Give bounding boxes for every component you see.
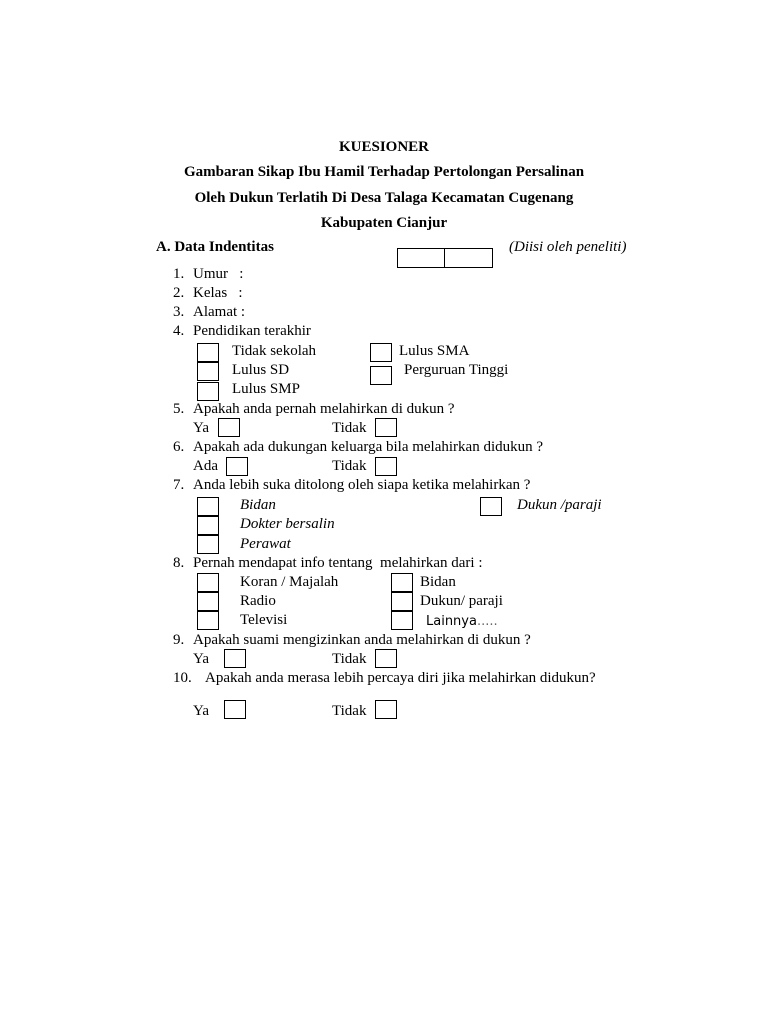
- q7-checkbox-dukun-paraji[interactable]: [480, 497, 502, 516]
- q4-checkbox-lulus-smp[interactable]: [197, 382, 219, 401]
- section-a-heading: A. Data Indentitas: [156, 239, 274, 255]
- q8-checkbox-televisi[interactable]: [197, 611, 219, 630]
- q4-option-perguruan-tinggi: Perguruan Tinggi: [404, 362, 509, 378]
- q9-no-label: Tidak: [332, 651, 367, 667]
- q4-number: 4.: [173, 323, 185, 339]
- q6-yes-label: Ada: [193, 458, 218, 474]
- q6-yes-checkbox[interactable]: [226, 457, 248, 476]
- q4-checkbox-tidak-sekolah[interactable]: [197, 343, 219, 362]
- q5-no-checkbox[interactable]: [375, 418, 397, 437]
- page-title: KUESIONER: [338, 139, 430, 155]
- q7-checkbox-perawat[interactable]: [197, 535, 219, 554]
- q7-option-bidan: Bidan: [240, 497, 276, 513]
- q10-label: Apakah anda merasa lebih percaya diri jika melahirkan didukun?: [205, 670, 596, 686]
- q4-option-lulus-sma: Lulus SMA: [399, 343, 470, 359]
- q10-yes-checkbox[interactable]: [224, 700, 246, 719]
- q4-checkbox-lulus-sma[interactable]: [370, 343, 392, 362]
- q10-no-checkbox[interactable]: [375, 700, 397, 719]
- researcher-code-box-right[interactable]: [444, 248, 493, 268]
- q8-option-lainnya: [426, 613, 498, 631]
- page-subtitle-1: Gambaran Sikap Ibu Hamil Terhadap Pertolongan Persalinan: [183, 164, 585, 180]
- q5-no-label: Tidak: [332, 420, 367, 436]
- q9-no-checkbox[interactable]: [375, 649, 397, 668]
- researcher-note: (Diisi oleh peneliti): [509, 239, 627, 255]
- q3-number: 3.: [173, 304, 185, 320]
- q6-no-checkbox[interactable]: [375, 457, 397, 476]
- q10-no-label: Tidak: [332, 703, 367, 719]
- q6-label: Apakah ada dukungan keluarga bila melahirkan didukun ?: [193, 439, 544, 455]
- q8-checkbox-lainnya[interactable]: [391, 611, 413, 630]
- q2-number: 2.: [173, 285, 185, 301]
- q4-checkbox-lulus-sd[interactable]: [197, 362, 219, 381]
- q7-option-perawat: Perawat: [240, 536, 291, 552]
- q4-option-lulus-smp: Lulus SMP: [232, 381, 300, 397]
- page-subtitle-3: Kabupaten Cianjur: [320, 215, 448, 231]
- q8-number: 8.: [173, 555, 185, 571]
- q8-label: Pernah mendapat info tentang melahirkan dari :: [193, 555, 483, 571]
- q10-number: 10.: [173, 670, 192, 686]
- q8-option-televisi: Televisi: [240, 612, 288, 628]
- q6-number: 6.: [173, 439, 185, 455]
- q4-label: Pendidikan terakhir: [193, 323, 311, 339]
- q8-option-lainnya-label: Lainnya: [426, 614, 477, 629]
- q5-yes-label: Ya: [193, 420, 209, 436]
- q8-option-bidan: Bidan: [420, 574, 456, 590]
- q3-label: Alamat :: [193, 304, 246, 320]
- q1-number: 1.: [173, 266, 185, 282]
- q5-number: 5.: [173, 401, 185, 417]
- q4-checkbox-perguruan-tinggi[interactable]: [370, 366, 392, 385]
- q9-yes-label: Ya: [193, 651, 209, 667]
- q8-option-koran-majalah: Koran / Majalah: [240, 574, 339, 590]
- q7-label: Anda lebih suka ditolong oleh siapa ketika melahirkan ?: [193, 477, 531, 493]
- q7-checkbox-bidan[interactable]: [197, 497, 219, 516]
- q9-number: 9.: [173, 632, 185, 648]
- q10-yes-label: Ya: [193, 703, 209, 719]
- q8-option-dukun-paraji: Dukun/ paraji: [420, 593, 503, 609]
- q7-option-dukun-paraji: Dukun /paraji: [517, 497, 602, 513]
- q8-option-radio: Radio: [240, 593, 276, 609]
- q8-checkbox-koran-majalah[interactable]: [197, 573, 219, 592]
- researcher-code-box-left[interactable]: [397, 248, 445, 268]
- q5-yes-checkbox[interactable]: [218, 418, 240, 437]
- q8-checkbox-radio[interactable]: [197, 592, 219, 611]
- q7-number: 7.: [173, 477, 185, 493]
- page-subtitle-2: Oleh Dukun Terlatih Di Desa Talaga Kecamatan Cugenang: [194, 190, 574, 206]
- q8-checkbox-bidan[interactable]: [391, 573, 413, 592]
- q9-yes-checkbox[interactable]: [224, 649, 246, 668]
- q4-option-lulus-sd: Lulus SD: [232, 362, 290, 378]
- q1-label: Umur :: [193, 266, 244, 282]
- q8-option-lainnya-dots: .....: [476, 614, 498, 629]
- q8-checkbox-dukun-paraji[interactable]: [391, 592, 413, 611]
- q6-no-label: Tidak: [332, 458, 367, 474]
- q5-label: Apakah anda pernah melahirkan di dukun ?: [193, 401, 455, 417]
- q4-option-tidak-sekolah: Tidak sekolah: [232, 343, 317, 359]
- q9-label: Apakah suami mengizinkan anda melahirkan di dukun ?: [193, 632, 531, 648]
- q2-label: Kelas :: [193, 285, 243, 301]
- q7-checkbox-dokter-bersalin[interactable]: [197, 516, 219, 535]
- q7-option-dokter-bersalin: Dokter bersalin: [240, 516, 335, 532]
